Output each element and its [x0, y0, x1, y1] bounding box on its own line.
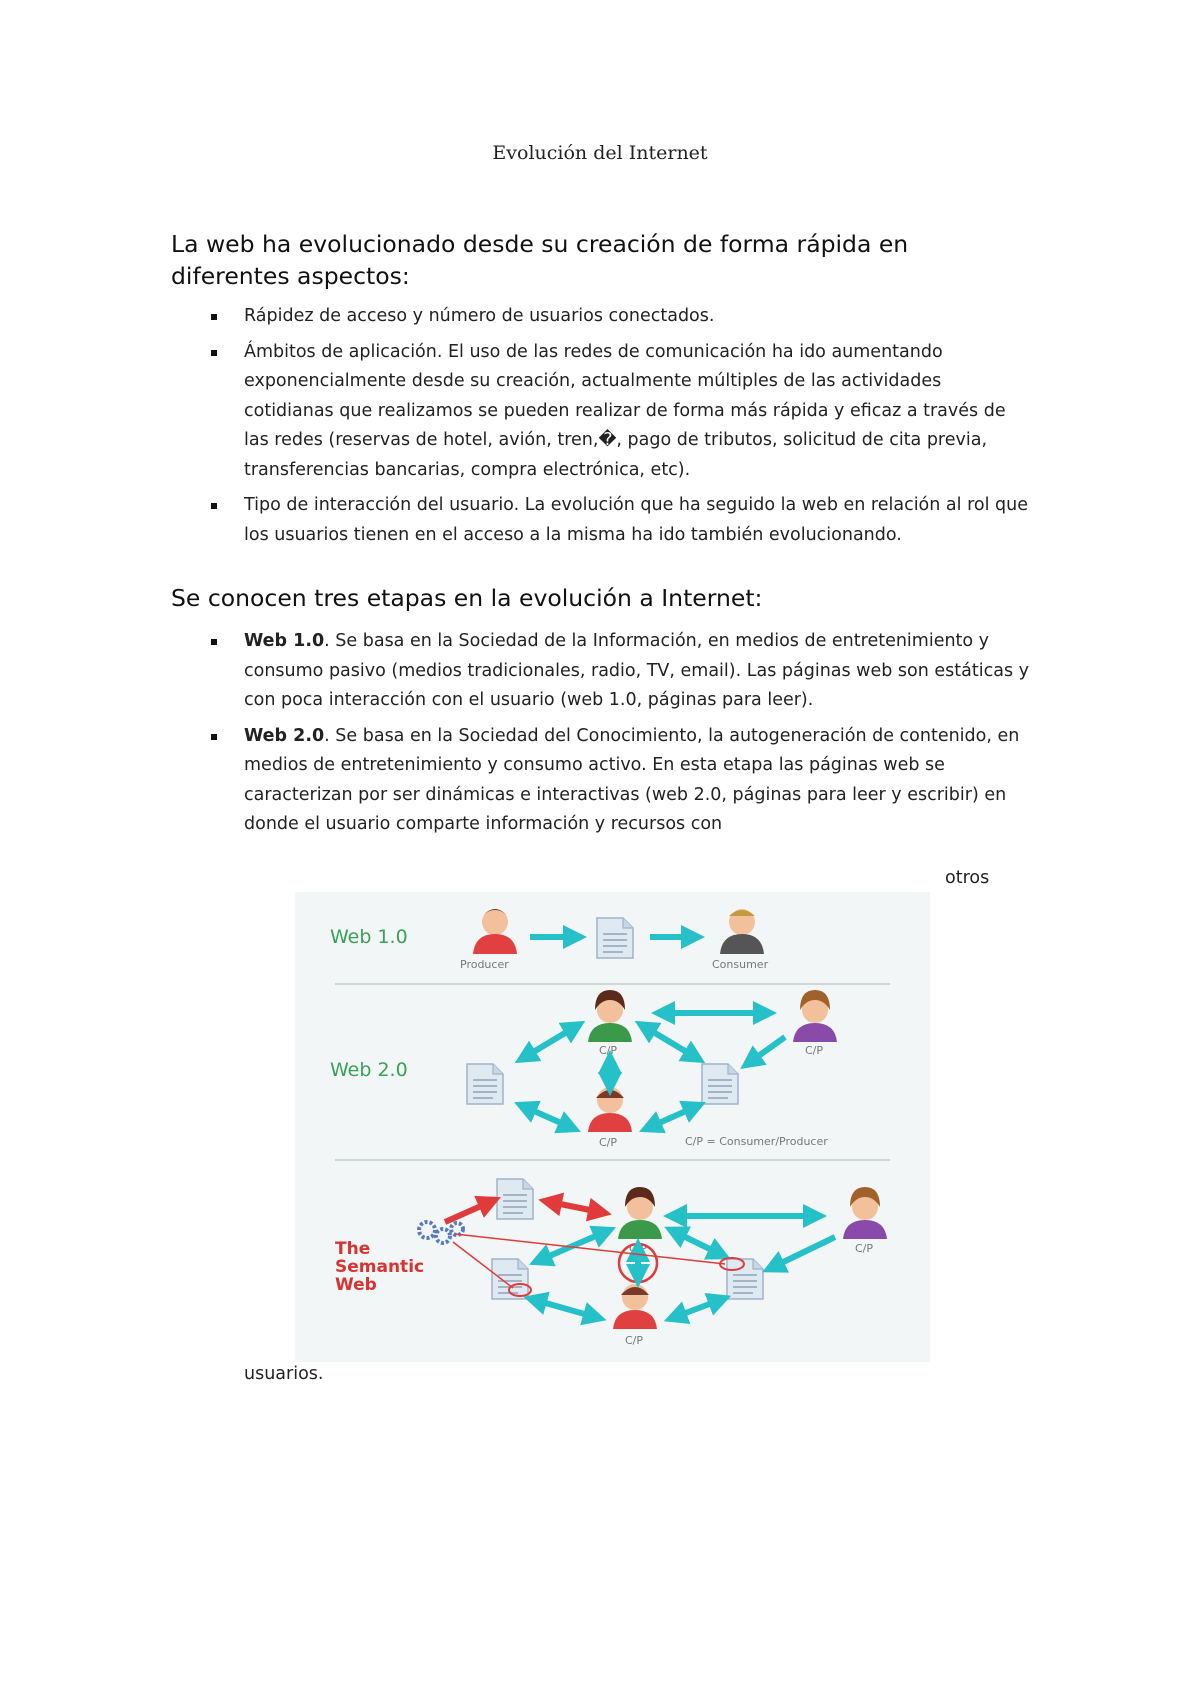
cp-label: C/P: [625, 1334, 644, 1347]
consumer-label: Consumer: [712, 958, 769, 971]
heading-line-1: La web ha evolucionado desde su creación de forma rápida en: [171, 230, 909, 258]
arrow-icon: [773, 1237, 835, 1267]
stage-description: . Se basa en la Sociedad del Conocimiento, la autogeneración de contenido, en medios de entretenimiento y consumo activo. En esta etapa las páginas web se caracterizan por ser dinámicas e interactivas (web 2.0, páginas para leer y escribir) en donde el usuario comparte información y recursos con: [244, 725, 1020, 834]
bullet-icon: [211, 503, 217, 509]
bullet-icon: [211, 350, 217, 356]
heading-line-2: diferentes aspectos:: [171, 262, 410, 290]
stages-list: [0, 627, 1200, 840]
web-evolution-diagram: [295, 892, 930, 1362]
arrow-icon: [650, 1107, 695, 1127]
consumer-person-icon: [720, 909, 764, 954]
arrow-icon: [675, 1300, 720, 1317]
cp-legend: C/P = Consumer/Producer: [685, 1135, 828, 1148]
document-title: Evolución del Internet: [492, 142, 708, 164]
user-bottom-icon: [588, 1087, 632, 1132]
user-top-icon: [618, 1187, 662, 1239]
stage-name: Web 1.0: [244, 631, 325, 651]
semantic-label-line: The: [335, 1239, 371, 1259]
list-item-text: Rápidez de acceso y número de usuarios conectados.: [244, 306, 715, 326]
user-bottom-icon: [613, 1284, 657, 1329]
arrow-icon: [535, 1300, 595, 1317]
arrow-icon: [525, 1107, 570, 1127]
diagram-svg: [295, 892, 930, 1362]
list-item-text: Ámbitos de aplicación. El uso de las redes de comunicación ha ido aumentando exponencialmente desde su creación, actualmente múltiples de las actividades cotidianas que realizamos se pueden realizar de forma más rápida y eficaz a través de las redes (reservas de hotel, avión, tren,�, pago de tributos, solicitud de cita previa, transferencias bancarias, compra electrónica, etc).: [244, 341, 1006, 480]
continuation-word: otros: [945, 868, 990, 888]
cp-label: C/P: [805, 1044, 824, 1057]
user-right-icon: [793, 990, 837, 1042]
document-icon: [702, 1064, 738, 1104]
web1-label: Web 1.0: [330, 926, 408, 948]
arrow-icon: [675, 1232, 720, 1254]
producer-label: Producer: [460, 958, 509, 971]
list-item: [0, 627, 1034, 716]
red-arrow-icon: [550, 1202, 600, 1212]
arrow-icon: [750, 1037, 785, 1062]
document-icon: [497, 1179, 533, 1219]
bullet-icon: [211, 734, 217, 740]
list-item: [0, 491, 1034, 550]
document-icon: [727, 1259, 763, 1299]
web2-label: Web 2.0: [330, 1059, 408, 1081]
cp-label: C/P: [629, 1242, 648, 1255]
producer-person-icon: [473, 909, 517, 954]
semantic-label-line: Web: [335, 1275, 377, 1295]
red-arrow-icon: [445, 1202, 490, 1222]
bullet-icon: [211, 314, 217, 320]
user-right-icon: [843, 1187, 887, 1239]
list-item: [0, 338, 1034, 486]
stage-name: Web 2.0: [244, 725, 325, 746]
heading-web-evolution: [171, 228, 1051, 292]
gears-icon: [419, 1222, 463, 1243]
document-icon: [467, 1064, 503, 1104]
list-item-text: Tipo de interacción del usuario. La evolución que ha seguido la web en relación al rol que los usuarios tienen en el acceso a la misma ha ido también evolucionando.: [244, 495, 1028, 545]
user-top-icon: [588, 990, 632, 1042]
list-item: [0, 302, 1034, 332]
document-icon: [597, 918, 633, 958]
cp-label: C/P: [855, 1242, 874, 1255]
arrow-icon: [525, 1027, 575, 1057]
arrow-icon: [540, 1232, 605, 1260]
continuation-word: usuarios.: [244, 1364, 324, 1384]
bullet-icon: [211, 639, 217, 645]
cp-label: C/P: [599, 1044, 618, 1057]
cp-label: C/P: [599, 1136, 618, 1149]
aspects-list: [0, 302, 1200, 550]
heading-three-stages: Se conocen tres etapas en la evolución a Internet:: [171, 584, 763, 612]
list-item: [0, 722, 1034, 840]
arrow-icon: [645, 1027, 695, 1057]
stage-description: . Se basa en la Sociedad de la Información, en medios de entretenimiento y consumo pasivo (medios tradicionales, radio, TV, email). Las páginas web son estáticas y con poca interacción con el usuario (web 1.0, páginas para leer).: [244, 631, 1029, 710]
semantic-label-line: Semantic: [335, 1257, 425, 1277]
